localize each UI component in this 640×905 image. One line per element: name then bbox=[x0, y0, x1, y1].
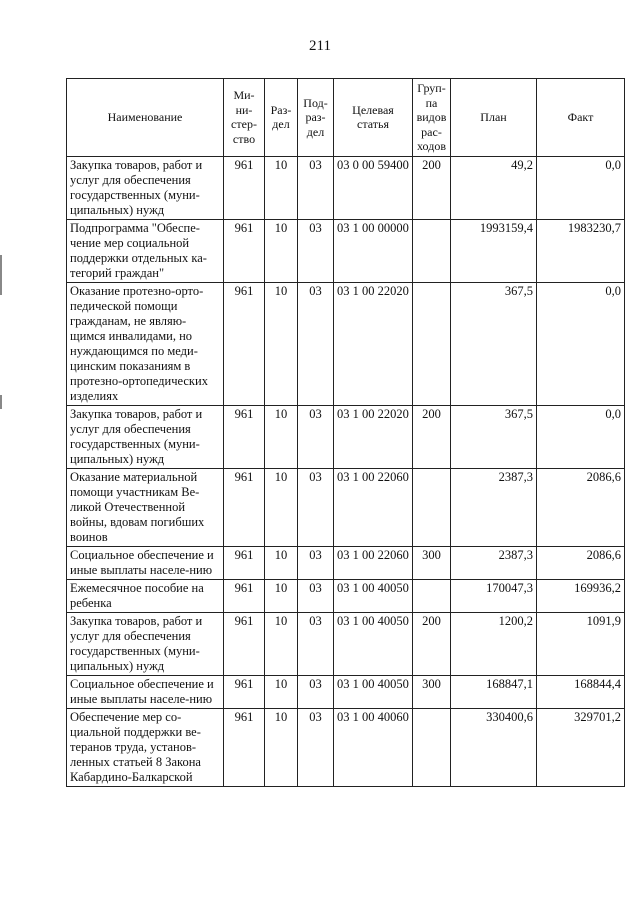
row-name: Обеспечение мер со-циальной поддержки ве-теранов труда, установ-ленных статьей 8 Закона Кабардино-Балкарской bbox=[67, 708, 224, 786]
row-name: Социальное обеспечение и иные выплаты населе-нию bbox=[67, 675, 224, 708]
row-name: Подпрограмма "Обеспе-чение мер социальной поддержки отдельных ка-тегорий граждан" bbox=[67, 219, 224, 282]
row-section: 10 bbox=[265, 675, 298, 708]
col-header-fact: Факт bbox=[537, 79, 625, 157]
row-section: 10 bbox=[265, 219, 298, 282]
row-ministry: 961 bbox=[224, 612, 265, 675]
table-row bbox=[67, 708, 625, 786]
row-target: 03 0 00 59400 bbox=[334, 156, 413, 219]
row-fact: 0,0 bbox=[537, 156, 625, 219]
row-section: 10 bbox=[265, 156, 298, 219]
row-subsection: 03 bbox=[298, 282, 334, 405]
row-name: Оказание материальной помощи участникам Ве-ликой Отечественной войны, вдовам погибших воинов bbox=[67, 468, 224, 546]
table-row bbox=[67, 546, 625, 579]
row-ministry: 961 bbox=[224, 546, 265, 579]
row-group bbox=[413, 282, 451, 405]
col-header-target: Целевая статья bbox=[334, 79, 413, 157]
row-ministry: 961 bbox=[224, 282, 265, 405]
row-plan: 1993159,4 bbox=[451, 219, 537, 282]
col-header-ministry: Ми- ни- стер- ство bbox=[224, 79, 265, 157]
row-group bbox=[413, 579, 451, 612]
row-plan: 367,5 bbox=[451, 405, 537, 468]
page-number: 211 bbox=[309, 38, 331, 54]
row-section: 10 bbox=[265, 579, 298, 612]
table-row bbox=[67, 468, 625, 546]
row-target: 03 1 00 00000 bbox=[334, 219, 413, 282]
row-target: 03 1 00 40050 bbox=[334, 675, 413, 708]
row-plan: 1200,2 bbox=[451, 612, 537, 675]
col-header-subsection: Под- раз- дел bbox=[298, 79, 334, 157]
row-subsection: 03 bbox=[298, 612, 334, 675]
row-group bbox=[413, 219, 451, 282]
row-name: Закупка товаров, работ и услуг для обеспечения государственных (муни-ципальных) нужд bbox=[67, 156, 224, 219]
row-target: 03 1 00 40060 bbox=[334, 708, 413, 786]
col-header-section: Раз- дел bbox=[265, 79, 298, 157]
table-row bbox=[67, 219, 625, 282]
row-group: 200 bbox=[413, 156, 451, 219]
row-subsection: 03 bbox=[298, 156, 334, 219]
row-target: 03 1 00 22020 bbox=[334, 405, 413, 468]
scan-edge-mark bbox=[0, 395, 2, 409]
row-fact: 0,0 bbox=[537, 405, 625, 468]
row-group: 200 bbox=[413, 612, 451, 675]
row-plan: 2387,3 bbox=[451, 468, 537, 546]
table-row bbox=[67, 579, 625, 612]
row-name: Закупка товаров, работ и услуг для обеспечения государственных (муни-ципальных) нужд bbox=[67, 612, 224, 675]
scan-edge-mark bbox=[0, 255, 2, 295]
row-section: 10 bbox=[265, 468, 298, 546]
row-ministry: 961 bbox=[224, 468, 265, 546]
row-plan: 170047,3 bbox=[451, 579, 537, 612]
row-ministry: 961 bbox=[224, 708, 265, 786]
row-subsection: 03 bbox=[298, 708, 334, 786]
row-group: 300 bbox=[413, 546, 451, 579]
row-group: 200 bbox=[413, 405, 451, 468]
row-section: 10 bbox=[265, 405, 298, 468]
row-fact: 329701,2 bbox=[537, 708, 625, 786]
row-subsection: 03 bbox=[298, 579, 334, 612]
row-plan: 330400,6 bbox=[451, 708, 537, 786]
col-header-group: Груп- па видов рас- ходов bbox=[413, 79, 451, 157]
row-target: 03 1 00 40050 bbox=[334, 612, 413, 675]
row-target: 03 1 00 22060 bbox=[334, 546, 413, 579]
row-plan: 49,2 bbox=[451, 156, 537, 219]
row-section: 10 bbox=[265, 708, 298, 786]
row-group bbox=[413, 468, 451, 546]
col-header-plan: План bbox=[451, 79, 537, 157]
row-section: 10 bbox=[265, 282, 298, 405]
row-fact: 169936,2 bbox=[537, 579, 625, 612]
row-ministry: 961 bbox=[224, 675, 265, 708]
row-target: 03 1 00 22060 bbox=[334, 468, 413, 546]
table-row bbox=[67, 282, 625, 405]
row-fact: 168844,4 bbox=[537, 675, 625, 708]
table-row bbox=[67, 156, 625, 219]
row-subsection: 03 bbox=[298, 219, 334, 282]
row-subsection: 03 bbox=[298, 468, 334, 546]
row-fact: 0,0 bbox=[537, 282, 625, 405]
row-subsection: 03 bbox=[298, 546, 334, 579]
row-plan: 168847,1 bbox=[451, 675, 537, 708]
row-ministry: 961 bbox=[224, 156, 265, 219]
row-name: Оказание протезно-орто-педической помощи гражданам, не являю-щимся инвалидами, но нуждающимся по меди-цинским показаниям в протезно-ортопедических изделиях bbox=[67, 282, 224, 405]
row-ministry: 961 bbox=[224, 219, 265, 282]
row-section: 10 bbox=[265, 546, 298, 579]
row-section: 10 bbox=[265, 612, 298, 675]
row-subsection: 03 bbox=[298, 675, 334, 708]
row-fact: 2086,6 bbox=[537, 468, 625, 546]
row-fact: 1983230,7 bbox=[537, 219, 625, 282]
row-name: Закупка товаров, работ и услуг для обеспечения государственных (муни-ципальных) нужд bbox=[67, 405, 224, 468]
table-row bbox=[67, 675, 625, 708]
row-target: 03 1 00 22020 bbox=[334, 282, 413, 405]
row-plan: 2387,3 bbox=[451, 546, 537, 579]
row-plan: 367,5 bbox=[451, 282, 537, 405]
table-row bbox=[67, 612, 625, 675]
table-header-row bbox=[67, 79, 625, 157]
row-fact: 2086,6 bbox=[537, 546, 625, 579]
row-group: 300 bbox=[413, 675, 451, 708]
row-name: Социальное обеспечение и иные выплаты населе-нию bbox=[67, 546, 224, 579]
row-group bbox=[413, 708, 451, 786]
row-ministry: 961 bbox=[224, 579, 265, 612]
row-name: Ежемесячное пособие на ребенка bbox=[67, 579, 224, 612]
table-row bbox=[67, 405, 625, 468]
row-subsection: 03 bbox=[298, 405, 334, 468]
row-ministry: 961 bbox=[224, 405, 265, 468]
row-target: 03 1 00 40050 bbox=[334, 579, 413, 612]
budget-table bbox=[66, 78, 625, 787]
col-header-name: Наименование bbox=[67, 79, 224, 157]
row-fact: 1091,9 bbox=[537, 612, 625, 675]
